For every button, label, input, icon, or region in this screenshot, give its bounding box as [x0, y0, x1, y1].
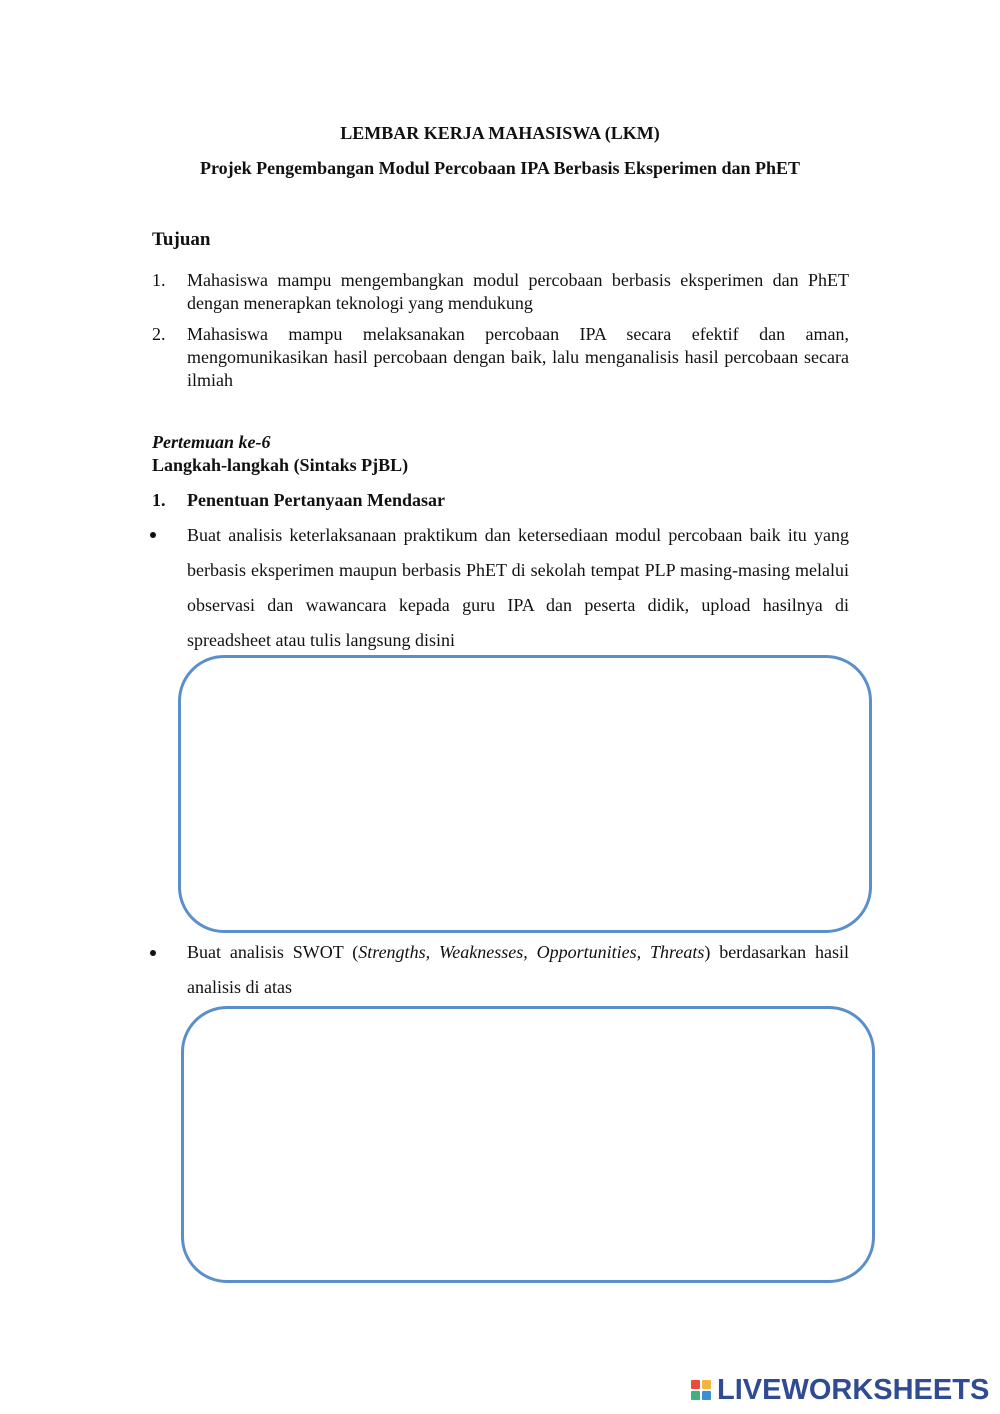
instruction-swot [187, 935, 849, 1005]
tujuan-item-text: Mahasiswa mampu mengembangkan modul percobaan berbasis eksperimen dan PhET dengan menerapkan teknologi yang mendukung [187, 270, 849, 313]
liveworksheets-logo-icon [691, 1380, 711, 1400]
swot-post: ) berdasarkan hasil analisis di atas [187, 942, 849, 997]
step-number: 1. [152, 490, 166, 510]
bullet-dot-icon [150, 532, 156, 538]
instruction-analisis: Buat analisis keterlaksanaan praktikum dan ketersediaan modul percobaan baik itu yang berbasis eksperimen maupun berbasis PhET di sekolah tempat PLP masing-masing melalui observasi dan wawancara kepada guru IPA dan peserta didik, upload hasilnya di spreadsheet atau tulis langsung disini [187, 525, 849, 650]
tujuan-heading: Tujuan [152, 229, 211, 250]
liveworksheets-logo [691, 1375, 989, 1405]
langkah-heading: Langkah-langkah (Sintaks PjBL) [152, 455, 409, 475]
answer-box-analisis[interactable] [178, 655, 872, 933]
swot-weaknesses: Weaknesses, [438, 942, 528, 962]
swot-pre: Buat analisis SWOT ( [187, 942, 359, 962]
tujuan-item-1 [152, 269, 849, 315]
pertemuan-label: Pertemuan ke-6 [152, 432, 271, 452]
tujuan-item-2 [152, 323, 849, 392]
worksheet-subtitle: Projek Pengembangan Modul Percobaan IPA Berbasis Eksperimen dan PhET [199, 158, 801, 178]
step-label: Penentuan Pertanyaan Mendasar [187, 490, 445, 510]
worksheet-title: LEMBAR KERJA MAHASISWA (LKM) [340, 123, 660, 143]
answer-box-swot[interactable] [181, 1006, 875, 1283]
swot-strengths: Strengths, [358, 942, 431, 962]
tujuan-item-text: Mahasiswa mampu melaksanakan percobaan IPA secara efektif dan aman, mengomunikasikan hasil percobaan dengan baik, lalu menganalisis hasil percobaan secara ilmiah [187, 324, 849, 390]
swot-threats: Threats [650, 942, 705, 962]
liveworksheets-logo-text: LIVEWORKSHEETS [717, 1374, 990, 1406]
tujuan-item-number: 2. [152, 324, 166, 344]
tujuan-item-number: 1. [152, 270, 166, 290]
swot-opportunities: Opportunities, [536, 942, 642, 962]
bullet-dot-icon [150, 950, 156, 956]
